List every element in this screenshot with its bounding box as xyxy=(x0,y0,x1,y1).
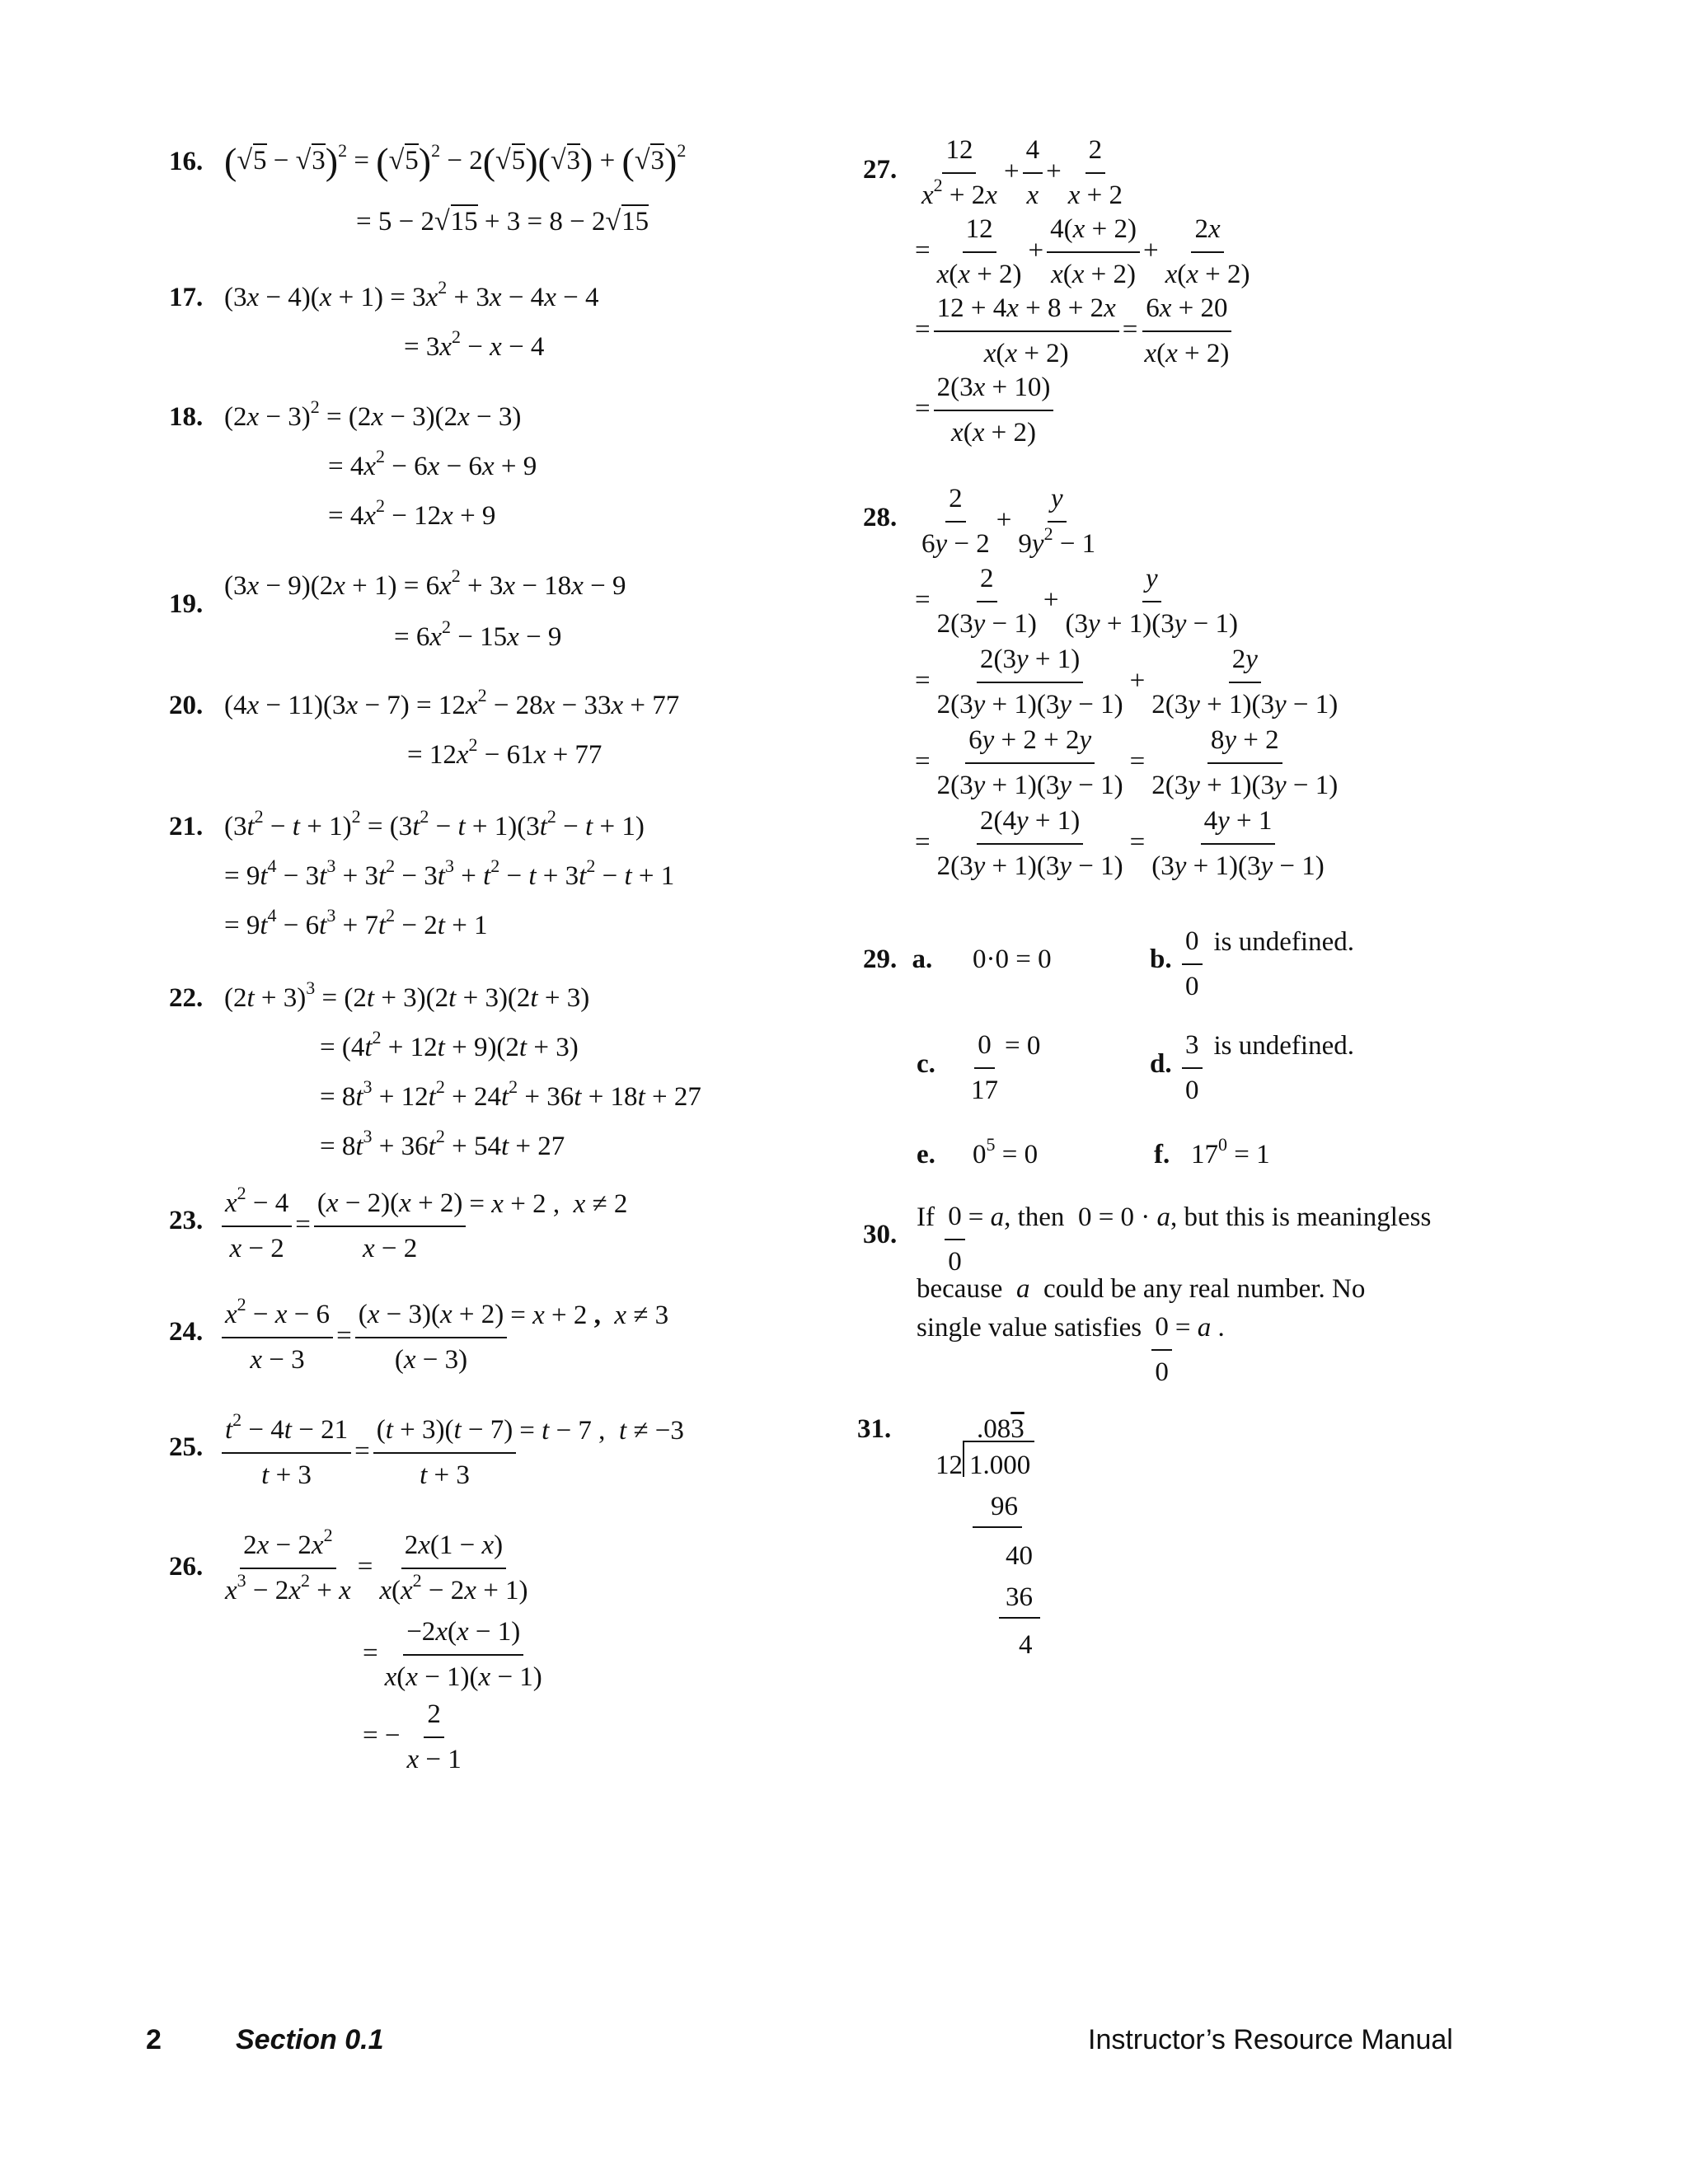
problem-29-d-expr: $\frac{3}{0}$ is undefined. xyxy=(1179,1029,1354,1108)
problem-26-line-1: $\frac{2x - 2x^2}{x^3 - 2x^2 + x}$ = $\frac{2x(1 - x)}{x(x^2 - 2x + 1)}$ xyxy=(225,1525,528,1606)
problem-25-expr: $\frac{t^2 - 4t - 21}{t + 3}$ = $\frac{(t + 3)(t - 7)}{t + 3}$ = t − 7 , t ≠ −3 xyxy=(218,1413,684,1493)
problem-27-line-2: = $\frac{12}{x(x + 2)}$ + $\frac{4(x + 2)}{x(x + 2)}$ + $\frac{2x}{x(x + 2)}$ xyxy=(915,214,1250,290)
part-e-label: e. xyxy=(917,1140,935,1169)
problem-23-expr: $\frac{x^2 - 4}{x - 2}$ = $\frac{(x - 2)(x + 2)}{x - 2}$ = x + 2 , x ≠ 2 xyxy=(218,1187,627,1267)
problem-19-line-2: = $6x^2 - 15x - 9$ xyxy=(394,616,562,652)
problem-30-line-2: because a could be any real number. No xyxy=(917,1274,1366,1304)
problem-number: 28. xyxy=(863,503,898,532)
problem-number: 29. xyxy=(863,944,898,974)
problem-22-line-2: = $(4t^2 + 12t + 9)(2t + 3)$ xyxy=(320,1027,579,1062)
problem-28-line-3: = $\frac{2(3y + 1)}{2(3y + 1)(3y - 1)}$ + $\frac{2y}{2(3y + 1)(3y - 1)}$ xyxy=(915,644,1339,720)
problem-number: 21. xyxy=(169,812,204,841)
problem-30 xyxy=(863,1221,897,1249)
problem-30-line-3: single value satisfies $\frac{0}{0}$ = a . xyxy=(917,1312,1225,1388)
problem-22-line-3: = $8t^3 + 12t^2 + 24t^2 + 36t + 18t + 27$ xyxy=(320,1076,701,1112)
problem-21 xyxy=(169,813,203,841)
problem-24 xyxy=(169,1319,203,1346)
step-2: 40 xyxy=(1006,1541,1033,1571)
problem-17-line-2: = $3x^2 - x - 4$ xyxy=(404,326,545,362)
problem-22-line-4: = $8t^3 + 36t^2 + 54t + 27$ xyxy=(320,1126,565,1161)
problem-number: 31. xyxy=(857,1414,892,1444)
problem-18-line-3: = $4x^2 - 12x + 9$ xyxy=(328,495,496,531)
problem-29-e-expr: $0^5 = 0$ xyxy=(973,1134,1039,1169)
problem-20 xyxy=(169,692,203,719)
dividend: 1.000 xyxy=(969,1451,1031,1480)
problem-28-line-4: = $\frac{6y + 2 + 2y}{2(3y + 1)(3y - 1)}$ = $\frac{8y + 2}{2(3y + 1)(3y - 1)}$ xyxy=(915,725,1339,801)
problem-number: 30. xyxy=(863,1220,898,1249)
problem-number: 24. xyxy=(169,1317,204,1347)
problem-28-line-2: = $\frac{2}{2(3y - 1)}$ + $\frac{y}{(3y + 1)(3y - 1)}$ xyxy=(915,564,1239,640)
problem-18-line-2: = $4x^2 - 6x - 6x + 9$ xyxy=(328,446,537,481)
part-b-label: b. xyxy=(1150,944,1172,974)
problem-18 xyxy=(169,404,203,431)
problem-number: 25. xyxy=(169,1432,204,1462)
problem-18-line-1: $(2x - 3)^2 = (2x - 3)(2x - 3)$ xyxy=(224,396,522,432)
problem-22-line-1: $(2t + 3)^3 = (2t + 3)(2t + 3)(2t + 3)$ xyxy=(224,977,590,1013)
problem-16-line-2: = 5 − 2√15 + 3 = 8 − 2√15 xyxy=(356,206,649,237)
problem-29-a-expr: 0·0 = 0 xyxy=(973,944,1052,974)
step-4: 4 xyxy=(1019,1630,1033,1660)
problem-number: 19. xyxy=(169,589,204,619)
problem-29-c-expr: $\frac{0}{17}$ = 0 xyxy=(971,1030,1041,1106)
divisor: 12 xyxy=(935,1451,963,1480)
problem-number: 27. xyxy=(863,155,898,185)
part-d-label: d. xyxy=(1150,1049,1172,1079)
problem-number: 22. xyxy=(169,983,204,1013)
problem-24-expr: $\frac{x^2 - x - 6}{x - 3}$ = $\frac{(x - 3)(x + 2)}{(x - 3)}$ = x + 2 , x ≠ 3 xyxy=(218,1298,668,1378)
problem-22 xyxy=(169,985,203,1012)
problem-19-line-1: $(3x - 9)(2x + 1) = 6x^2 + 3x - 18x - 9$ xyxy=(224,565,626,601)
problem-28 xyxy=(863,504,897,532)
problem-29-b-expr: $\frac{0}{0}$ is undefined. xyxy=(1179,925,1354,1005)
problem-29 xyxy=(863,946,932,973)
problem-number: 26. xyxy=(169,1552,204,1582)
problem-21-line-3: = $9t^4 - 6t^3 + 7t^2 - 2t + 1$ xyxy=(224,905,488,940)
step-underline-1 xyxy=(973,1526,1022,1528)
part-f-label: f. xyxy=(1154,1140,1170,1169)
problem-23 xyxy=(169,1207,203,1235)
problem-27 xyxy=(863,157,897,184)
problem-27-line-1: $\frac{12}{x^2 + 2x}$ + $\frac{4}{x}$ + $\frac{2}{x + 2}$ xyxy=(921,135,1123,211)
problem-number: 18. xyxy=(169,402,204,432)
problem-21-line-1: $(3t^2 - t + 1)^2 = (3t^2 - t + 1)(3t^2 - t + 1)$ xyxy=(224,806,645,841)
problem-27-line-4: = $\frac{2(3x + 10)}{x(x + 2)}$ xyxy=(915,371,1057,451)
undefined-text: is undefined. xyxy=(1213,1030,1354,1061)
step-3: 36 xyxy=(1006,1582,1033,1612)
problem-number: 17. xyxy=(169,283,204,312)
problem-17 xyxy=(169,284,203,312)
problem-30-line-1: If $\frac{0}{0}$ = a, then 0 = 0 · a, but this is meaningless xyxy=(917,1202,1432,1277)
page-number: 2 xyxy=(146,2024,162,2055)
quotient: .083 xyxy=(977,1414,1025,1444)
part-c-label: c. xyxy=(917,1049,935,1079)
problem-28-line-5: = $\frac{2(4y + 1)}{2(3y + 1)(3y - 1)}$ = $\frac{4y + 1}{(3y + 1)(3y - 1)}$ xyxy=(915,806,1325,882)
problem-31 xyxy=(857,1416,891,1443)
step-1: 96 xyxy=(991,1492,1018,1521)
problem-26-line-2: = $\frac{-2x(x - 1)}{x(x - 1)(x - 1)}$ xyxy=(363,1617,542,1693)
problem-26-line-3: = − $\frac{2}{x - 1}$ xyxy=(363,1699,462,1775)
part-a-label: a. xyxy=(912,944,933,974)
section-label: Section 0.1 xyxy=(236,2024,384,2055)
problem-26 xyxy=(169,1554,203,1581)
manual-title: Instructor’s Resource Manual xyxy=(1088,2024,1453,2055)
problem-28-line-1: $\frac{2}{6y - 2}$ + $\frac{y}{9y^2 - 1}$ xyxy=(921,484,1096,560)
problem-25 xyxy=(169,1434,203,1461)
step-underline-2 xyxy=(999,1617,1040,1619)
problem-16-line-1: $(√5 - √3)^2 = (√5)^2 - 2(√5)(√3) + (√3)^2$ xyxy=(224,140,687,182)
problem-number: 20. xyxy=(169,691,204,720)
problem-17-line-1: $(3x - 4)(x + 1) = 3x^2 + 3x - 4x - 4$ xyxy=(224,277,599,312)
problem-16 xyxy=(169,148,203,176)
problem-20-line-1: $(4x - 11)(3x - 7) = 12x^2 - 28x - 33x + 77$ xyxy=(224,685,680,720)
problem-number: 16. xyxy=(169,147,204,176)
problem-19 xyxy=(169,591,203,618)
undefined-text: is undefined. xyxy=(1213,926,1354,957)
problem-20-line-2: = $12x^2 - 61x + 77$ xyxy=(407,734,603,770)
problem-27-line-3: = $\frac{12 + 4x + 8 + 2x}{x(x + 2)}$ = $\frac{6x + 20}{x(x + 2)}$ xyxy=(915,292,1236,372)
problem-21-line-2: = $9t^4 - 3t^3 + 3t^2 - 3t^3 + t^2 - t + 3t^2 - t + 1$ xyxy=(224,855,675,891)
problem-number: 23. xyxy=(169,1206,204,1235)
problem-29-f-expr: $17^0 = 1$ xyxy=(1191,1134,1270,1169)
